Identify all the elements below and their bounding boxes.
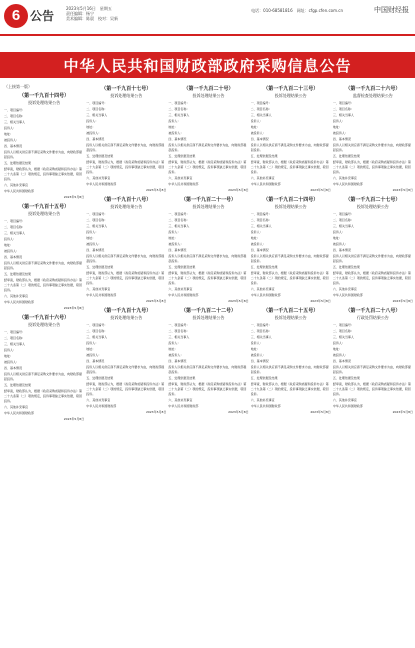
announcement-title: （第一千九百二十号） (183, 86, 234, 92)
announcement-paragraph: 地址： (168, 125, 178, 129)
announcement-subtitle: 投诉处理结果公告 (110, 204, 143, 209)
announcement-date: 2023年5月8日 (310, 299, 331, 303)
announcement-block (251, 308, 331, 415)
announcement-paragraph: 四、基本情况 (332, 137, 351, 141)
announcement-paragraph: 地址： (250, 125, 260, 129)
announcement-paragraph: 一、项目编号： (250, 212, 272, 216)
column (4, 82, 84, 644)
announcement-paragraph: 中华人民共和国财政部 (86, 182, 117, 186)
announcement-paragraph: 投诉人以相关供应商不满足采购文件要求为由，向财政部提起投诉。 (250, 143, 329, 152)
announcement-paragraph: 五、处理依据及结果 (4, 383, 32, 387)
announcement-paragraph: 二、项目名称： (168, 107, 190, 111)
announcement-paragraph: 六、其他补充事宜 (4, 183, 29, 187)
announcement-paragraph: 被投诉人： (4, 138, 20, 142)
announcement-title: （第一千九百二十一号） (181, 197, 237, 203)
announcement-paragraph: 地址： (250, 347, 260, 351)
announcement-date: 2023年5月8日 (392, 410, 414, 414)
announcement-paragraph: 投诉人： (4, 348, 17, 352)
announcement-paragraph: 投诉人： (250, 119, 263, 123)
announcement-date: 2023年5月8日 (145, 188, 167, 192)
announcement-date: 2023年5月8日 (228, 188, 249, 192)
announcement-paragraph: 地址： (4, 243, 14, 247)
announcement-block (168, 86, 248, 193)
announcement-paragraph: 投诉人以相关供应商不满足采购文件要求为由，向财政部提起投诉。 (250, 254, 329, 263)
announcement-title: （第一千九百二十六号） (345, 86, 401, 92)
brand-logo: 中国财经报 (374, 6, 409, 14)
announcement-paragraph: 投诉人以相关供应商不满足采购文件要求为由，向财政部提起投诉。 (168, 254, 247, 263)
announcement-paragraph: 五、处理依据及结果 (250, 376, 278, 380)
announcement-date: 2023年5月8日 (228, 410, 249, 414)
announcement-title: （第一千九百十四号） (19, 93, 70, 99)
announcement-paragraph: 六、其他补充事宜 (250, 287, 275, 291)
announcement-paragraph: 中华人民共和国财政部 (4, 411, 35, 415)
announcement-paragraph: 投诉人以相关供应商不满足采购文件要求为由，向财政部提起投诉。 (332, 254, 411, 263)
announcement-subtitle: 投诉处理结果公告 (110, 315, 143, 320)
announcement-paragraph: 二、项目名称： (250, 218, 272, 222)
announcement-paragraph: 投诉人： (4, 237, 17, 241)
announcement-subtitle: 投诉处理结果公告 (192, 315, 225, 320)
announcement-paragraph: 地址： (332, 347, 342, 351)
announcement-paragraph: 二、项目名称： (4, 114, 26, 118)
announcement-paragraph: 被投诉人： (332, 242, 348, 246)
announcement-paragraph: 被投诉人： (86, 353, 102, 357)
announcement-paragraph: 经审查，财政部认为，根据《政府采购质疑和投诉办法》第二十九条第（二）项的规定，投诉事项缺乏事实依据，驳回投诉。 (86, 382, 165, 396)
announcement-paragraph: 经审查，财政部认为，根据《政府采购质疑和投诉办法》第二十九条第（二）项的规定，投诉事项缺乏事实依据，驳回投诉。 (332, 271, 411, 285)
announcement-paragraph: 中华人民共和国财政部 (332, 182, 363, 186)
announcement-paragraph: 五、处理依据及结果 (250, 154, 278, 158)
announcement-paragraph: 一、项目编号： (332, 212, 354, 216)
announcement-date: 2023年5月8日 (228, 299, 249, 303)
announcement-paragraph: 中华人民共和国财政部 (4, 189, 35, 193)
announcement-paragraph: 经审查，财政部认为，根据《政府采购质疑和投诉办法》第二十九条第（二）项的规定，投诉事项缺乏事实依据，驳回投诉。 (4, 278, 83, 292)
announcement-block (333, 197, 413, 304)
announcement-paragraph: 五、处理依据及结果 (4, 272, 32, 276)
issue-label: （上接第一版） (4, 84, 32, 89)
announcement-paragraph: 六、其他补充事宜 (86, 398, 111, 402)
announcement-paragraph: 地址： (168, 236, 178, 240)
announcement-paragraph: 五、处理依据及结果 (168, 376, 196, 380)
contact-info: 电话：010-68581816 网址：cfgp.cfen.com.cn (251, 8, 343, 13)
announcement-paragraph: 地址： (86, 236, 96, 240)
announcement-paragraph: 三、相关当事人 (4, 120, 26, 124)
announcement-paragraph: 中华人民共和国财政部 (250, 182, 281, 186)
masthead (0, 0, 415, 40)
announcement-paragraph: 五、处理依据及结果 (4, 161, 32, 165)
announcement-paragraph: 六、其他补充事宜 (250, 398, 275, 402)
announcement-paragraph: 投诉人： (4, 126, 17, 130)
announcement-title: （第一千九百十六号） (19, 315, 70, 321)
announcement-title: （第一千九百十七号） (101, 86, 152, 92)
section-title: 公告 (30, 9, 55, 23)
announcement-subtitle: 投诉处理结果公告 (110, 93, 143, 98)
announcement-paragraph: 二、项目名称： (86, 329, 108, 333)
announcement-title: （第一千九百十五号） (19, 204, 70, 210)
column (251, 82, 331, 644)
announcement-paragraph: 被投诉人： (332, 131, 348, 135)
announcement-paragraph: 四、基本情况 (4, 144, 23, 148)
announcement-paragraph: 四、基本情况 (332, 359, 351, 363)
announcement-paragraph: 四、基本情况 (250, 359, 269, 363)
announcement-block (86, 197, 166, 304)
announcement-paragraph: 二、项目名称： (86, 218, 108, 222)
announcement-paragraph: 一、项目编号： (86, 101, 108, 105)
announcement-paragraph: 中华人民共和国财政部 (168, 293, 199, 297)
announcement-paragraph: 投诉人以相关供应商不满足采购文件要求为由，向财政部提起投诉。 (168, 365, 247, 374)
article-columns (4, 82, 413, 644)
announcement-paragraph: 经审查，财政部认为，根据《政府采购质疑和投诉办法》第二十九条第（二）项的规定，投诉事项缺乏事实依据，驳回投诉。 (168, 382, 247, 396)
announcement-paragraph: 二、项目名称： (4, 225, 26, 229)
announcement-paragraph: 投诉人以相关供应商不满足采购文件要求为由，向财政部提起投诉。 (86, 143, 165, 152)
announcement-paragraph: 六、其他补充事宜 (168, 287, 193, 291)
announcement-date: 2023年5月8日 (63, 306, 85, 310)
announcement-paragraph: 中华人民共和国财政部 (86, 404, 117, 408)
announcement-paragraph: 五、处理依据及结果 (86, 265, 114, 269)
announcement-paragraph: 一、项目编号： (4, 330, 26, 334)
announcement-paragraph: 六、其他补充事宜 (332, 176, 357, 180)
announcement-paragraph: 被投诉人： (168, 242, 184, 246)
announcement-paragraph: 四、基本情况 (168, 359, 187, 363)
announcement-paragraph: 三、相关当事人 (332, 335, 354, 339)
announcement-paragraph: 投诉人以相关供应商不满足采购文件要求为由，向财政部提起投诉。 (250, 365, 329, 374)
announcement-paragraph: 三、相关当事人 (250, 335, 272, 339)
announcement-paragraph: 三、相关当事人 (4, 231, 26, 235)
meta-line: 美术编辑：陈晨 校对：吴新 (66, 16, 118, 21)
announcement-paragraph: 投诉人以相关供应商不满足采购文件要求为由，向财政部提起投诉。 (86, 365, 165, 374)
announcement-paragraph: 投诉人以相关供应商不满足采购文件要求为由，向财政部提起投诉。 (4, 150, 83, 159)
announcement-paragraph: 五、处理依据及结果 (332, 154, 360, 158)
announcement-paragraph: 六、其他补充事宜 (168, 176, 193, 180)
announcement-paragraph: 经审查，财政部认为，根据《政府采购质疑和投诉办法》第二十九条第（二）项的规定，投诉事项缺乏事实依据，驳回投诉。 (250, 160, 329, 174)
announcement-date: 2023年5月8日 (63, 417, 85, 421)
announcement-subtitle: 行政处罚结果公告 (356, 315, 389, 320)
announcement-paragraph: 经审查，财政部认为，根据《政府采购质疑和投诉办法》第二十九条第（二）项的规定，投诉事项缺乏事实依据，驳回投诉。 (168, 271, 247, 285)
announcement-paragraph: 中华人民共和国财政部 (332, 293, 363, 297)
announcement-paragraph: 投诉人： (168, 341, 181, 345)
announcement-block (4, 204, 84, 311)
announcement-paragraph: 被投诉人： (86, 131, 102, 135)
announcement-date: 2023年5月8日 (145, 299, 167, 303)
announcement-subtitle: 投诉处理结果公告 (192, 93, 225, 98)
announcement-paragraph: 四、基本情况 (4, 255, 23, 259)
announcement-title: （第一千九百二十八号） (345, 308, 401, 314)
announcement-paragraph: 四、基本情况 (250, 137, 269, 141)
announcement-paragraph: 六、其他补充事宜 (168, 398, 193, 402)
announcement-block (4, 93, 84, 200)
announcement-paragraph: 三、相关当事人 (168, 224, 190, 228)
announcement-title: （第一千九百二十七号） (345, 197, 401, 203)
announcement-paragraph: 投诉人以相关供应商不满足采购文件要求为由，向财政部提起投诉。 (86, 254, 165, 263)
announcement-paragraph: 投诉人以相关供应商不满足采购文件要求为由，向财政部提起投诉。 (4, 372, 83, 381)
announcement-paragraph: 地址： (4, 132, 14, 136)
announcement-paragraph: 被投诉人： (168, 353, 184, 357)
announcement-paragraph: 一、项目编号： (86, 212, 108, 216)
announcement-paragraph: 四、基本情况 (168, 248, 187, 252)
announcement-paragraph: 一、项目编号： (332, 323, 354, 327)
announcement-paragraph: 经审查，财政部认为，根据《政府采购质疑和投诉办法》第二十九条第（二）项的规定，投诉事项缺乏事实依据，驳回投诉。 (332, 160, 411, 174)
announcement-paragraph: 六、其他补充事宜 (332, 287, 357, 291)
announcement-paragraph: 投诉人： (86, 341, 99, 345)
announcement-title: （第一千九百二十三号） (263, 86, 319, 92)
page-number: 6 (4, 4, 28, 28)
announcement-paragraph: 一、项目编号： (168, 101, 190, 105)
announcement-block (86, 308, 166, 415)
announcement-paragraph: 五、处理依据及结果 (86, 154, 114, 158)
announcement-paragraph: 投诉人以相关供应商不满足采购文件要求为由，向财政部提起投诉。 (332, 365, 411, 374)
announcement-paragraph: 经审查，财政部认为，根据《政府采购质疑和投诉办法》第二十九条第（二）项的规定，投诉事项缺乏事实依据，驳回投诉。 (86, 271, 165, 285)
announcement-block (168, 197, 248, 304)
announcement-paragraph: 三、相关当事人 (250, 224, 272, 228)
announcement-paragraph: 四、基本情况 (250, 248, 269, 252)
announcement-paragraph: 投诉人： (332, 341, 345, 345)
announcement-subtitle: 投诉处理结果公告 (274, 93, 307, 98)
announcement-paragraph: 六、其他补充事宜 (4, 405, 29, 409)
announcement-block (4, 315, 84, 422)
announcement-paragraph: 被投诉人： (250, 353, 266, 357)
announcement-block (333, 86, 413, 193)
announcement-paragraph: 被投诉人： (250, 242, 266, 246)
announcement-paragraph: 经审查，财政部认为，根据《政府采购质疑和投诉办法》第二十九条第（二）项的规定，投诉事项缺乏事实依据，驳回投诉。 (250, 382, 329, 396)
announcement-paragraph: 三、相关当事人 (86, 335, 108, 339)
announcement-paragraph: 被投诉人： (86, 242, 102, 246)
announcement-title: （第一千九百十八号） (101, 197, 152, 203)
announcement-paragraph: 二、项目名称： (168, 218, 190, 222)
announcement-paragraph: 四、基本情况 (86, 137, 105, 141)
announcement-paragraph: 地址： (332, 125, 342, 129)
announcement-paragraph: 中华人民共和国财政部 (332, 404, 363, 408)
announcement-paragraph: 三、相关当事人 (86, 224, 108, 228)
announcement-subtitle: 投诉处理结果公告 (28, 100, 61, 105)
announcement-title: （第一千九百二十五号） (263, 308, 319, 314)
announcement-paragraph: 二、项目名称： (332, 218, 354, 222)
column (86, 82, 166, 644)
announcement-paragraph: 一、项目编号： (250, 323, 272, 327)
column (333, 82, 413, 644)
announcement-title: （第一千九百二十二号） (181, 308, 237, 314)
announcement-paragraph: 投诉人以相关供应商不满足采购文件要求为由，向财政部提起投诉。 (332, 143, 411, 152)
announcement-date: 2023年5月8日 (310, 410, 331, 414)
announcement-paragraph: 经审查，财政部认为，根据《政府采购质疑和投诉办法》第二十九条第（二）项的规定，投诉事项缺乏事实依据，驳回投诉。 (168, 160, 247, 174)
announcement-paragraph: 投诉人： (332, 119, 345, 123)
announcement-paragraph: 中华人民共和国财政部 (168, 404, 199, 408)
announcement-date: 2023年5月8日 (145, 410, 167, 414)
announcement-paragraph: 六、其他补充事宜 (4, 294, 29, 298)
column (168, 82, 248, 644)
announcement-block (251, 86, 331, 193)
announcement-paragraph: 四、基本情况 (4, 366, 23, 370)
announcement-paragraph: 三、相关当事人 (332, 224, 354, 228)
announcement-paragraph: 五、处理依据及结果 (250, 265, 278, 269)
announcement-paragraph: 中华人民共和国财政部 (168, 182, 199, 186)
announcement-paragraph: 经审查，财政部认为，根据《政府采购质疑和投诉办法》第二十九条第（二）项的规定，投诉事项缺乏事实依据，驳回投诉。 (4, 389, 83, 403)
announcement-date: 2023年5月8日 (392, 188, 414, 192)
announcement-paragraph: 投诉人： (250, 230, 263, 234)
announcement-paragraph: 投诉人： (86, 230, 99, 234)
announcement-title: （第一千九百二十四号） (263, 197, 319, 203)
announcement-paragraph: 地址： (86, 125, 96, 129)
announcement-title: （第一千九百十九号） (101, 308, 152, 314)
announcement-paragraph: 投诉人： (168, 230, 181, 234)
announcement-paragraph: 五、处理依据及结果 (332, 376, 360, 380)
announcement-paragraph: 三、相关当事人 (332, 113, 354, 117)
title-banner (0, 52, 415, 78)
announcement-paragraph: 六、其他补充事宜 (250, 176, 275, 180)
announcement-paragraph: 六、其他补充事宜 (86, 287, 111, 291)
announcement-paragraph: 二、项目名称： (250, 107, 272, 111)
announcement-paragraph: 一、项目编号： (168, 212, 190, 216)
announcement-date: 2023年5月8日 (63, 195, 85, 199)
announcement-paragraph: 被投诉人： (4, 360, 20, 364)
announcement-paragraph: 中华人民共和国财政部 (250, 293, 281, 297)
announcement-paragraph: 四、基本情况 (86, 359, 105, 363)
announcement-paragraph: 被投诉人： (168, 131, 184, 135)
announcement-subtitle: 监督检查处理结果公告 (352, 93, 393, 98)
announcement-paragraph: 二、项目名称： (332, 329, 354, 333)
announcement-paragraph: 一、项目编号： (332, 101, 354, 105)
announcement-paragraph: 五、处理依据及结果 (86, 376, 114, 380)
announcement-paragraph: 投诉人： (250, 341, 263, 345)
announcement-paragraph: 一、项目编号： (168, 323, 190, 327)
announcement-paragraph: 六、其他补充事宜 (332, 398, 357, 402)
announcement-paragraph: 四、基本情况 (332, 248, 351, 252)
announcement-paragraph: 二、项目名称： (4, 336, 26, 340)
announcement-paragraph: 一、项目编号： (86, 323, 108, 327)
announcement-paragraph: 地址： (168, 347, 178, 351)
announcement-paragraph: 四、基本情况 (86, 248, 105, 252)
announcement-paragraph: 被投诉人： (250, 131, 266, 135)
announcement-paragraph: 经审查，财政部认为，根据《政府采购质疑和投诉办法》第二十九条第（二）项的规定，投诉事项缺乏事实依据，驳回投诉。 (250, 271, 329, 285)
announcement-paragraph: 六、其他补充事宜 (86, 176, 111, 180)
announcement-paragraph: 四、基本情况 (168, 137, 187, 141)
announcement-paragraph: 中华人民共和国财政部 (86, 293, 117, 297)
announcement-paragraph: 一、项目编号： (4, 108, 26, 112)
announcement-paragraph: 二、项目名称： (86, 107, 108, 111)
header-rule (0, 34, 415, 36)
announcement-paragraph: 地址： (86, 347, 96, 351)
announcement-paragraph: 五、处理依据及结果 (168, 265, 196, 269)
announcement-paragraph: 三、相关当事人 (4, 342, 26, 346)
edition-meta (66, 6, 118, 21)
announcement-paragraph: 五、处理依据及结果 (168, 154, 196, 158)
announcement-block (168, 308, 248, 415)
announcement-paragraph: 五、处理依据及结果 (332, 265, 360, 269)
announcement-date: 2023年5月8日 (310, 188, 331, 192)
meta-line: 2023年5月16日 星期五 (66, 6, 112, 11)
announcement-paragraph: 三、相关当事人 (250, 113, 272, 117)
announcement-paragraph: 二、项目名称： (250, 329, 272, 333)
announcement-subtitle: 投诉处理结果公告 (192, 204, 225, 209)
announcement-subtitle: 投诉处理结果公告 (28, 211, 61, 216)
announcement-paragraph: 二、项目名称： (168, 329, 190, 333)
announcement-paragraph: 中华人民共和国财政部 (4, 300, 35, 304)
announcement-paragraph: 投诉人以相关供应商不满足采购文件要求为由，向财政部提起投诉。 (4, 261, 83, 270)
announcement-paragraph: 被投诉人： (332, 353, 348, 357)
announcement-paragraph: 地址： (4, 354, 14, 358)
meta-line: 责任编辑：杨宁 (66, 11, 94, 16)
announcement-paragraph: 地址： (332, 236, 342, 240)
announcement-paragraph: 地址： (250, 236, 260, 240)
announcement-paragraph: 投诉人： (332, 230, 345, 234)
announcement-paragraph: 三、相关当事人 (86, 113, 108, 117)
announcement-subtitle: 投诉处理结果公告 (28, 322, 61, 327)
announcement-paragraph: 一、项目编号： (4, 219, 26, 223)
announcement-paragraph: 投诉人： (168, 119, 181, 123)
announcement-paragraph: 投诉人： (86, 119, 99, 123)
announcement-paragraph: 一、项目编号： (250, 101, 272, 105)
announcement-block (251, 197, 331, 304)
announcement-paragraph: 经审查，财政部认为，根据《政府采购质疑和投诉办法》第二十九条第（二）项的规定，投诉事项缺乏事实依据，驳回投诉。 (332, 382, 411, 396)
announcement-paragraph: 二、项目名称： (332, 107, 354, 111)
announcement-block (86, 86, 166, 193)
announcement-date: 2023年5月8日 (392, 299, 414, 303)
announcement-paragraph: 投诉人以相关供应商不满足采购文件要求为由，向财政部提起投诉。 (168, 143, 247, 152)
page-title: 中华人民共和国财政部政府采购信息公告 (63, 57, 352, 75)
announcement-paragraph: 三、相关当事人 (168, 113, 190, 117)
announcement-paragraph: 三、相关当事人 (168, 335, 190, 339)
announcement-subtitle: 投诉处理结果公告 (274, 315, 307, 320)
announcement-block (333, 308, 413, 415)
announcement-subtitle: 投诉处理结果公告 (274, 204, 307, 209)
announcement-paragraph: 中华人民共和国财政部 (250, 404, 281, 408)
announcement-paragraph: 被投诉人： (4, 249, 20, 253)
announcement-paragraph: 经审查，财政部认为，根据《政府采购质疑和投诉办法》第二十九条第（二）项的规定，投诉事项缺乏事实依据，驳回投诉。 (4, 167, 83, 181)
announcement-subtitle: 投诉处理结果公告 (356, 204, 389, 209)
announcement-paragraph: 经审查，财政部认为，根据《政府采购质疑和投诉办法》第二十九条第（二）项的规定，投诉事项缺乏事实依据，驳回投诉。 (86, 160, 165, 174)
